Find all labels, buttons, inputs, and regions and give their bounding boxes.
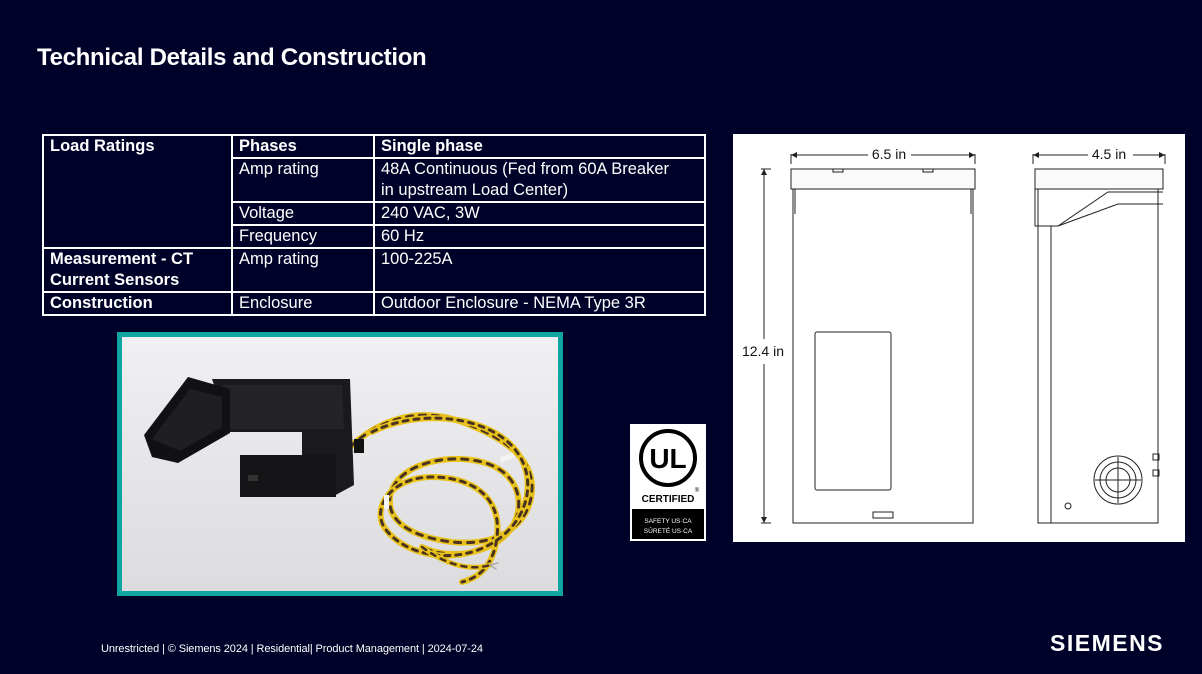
category-measurement — [43, 248, 232, 292]
enclosure-dimension-drawing — [733, 134, 1185, 542]
side-width-label: 4.5 in — [1091, 146, 1127, 162]
table-row — [43, 248, 705, 292]
table-cell: 100-225A — [374, 248, 705, 292]
category-construction: Construction — [43, 292, 232, 315]
slide-title: Technical Details and Construction — [37, 44, 427, 71]
table-cell: Amp rating — [232, 248, 374, 292]
table-cell: Amp rating — [232, 158, 374, 202]
table-cell — [374, 158, 705, 202]
height-label: 12.4 in — [741, 343, 785, 359]
ul-registered-mark: ® — [694, 488, 700, 494]
table-cell: Outdoor Enclosure - NEMA Type 3R — [374, 292, 705, 315]
cell-line: in upstream Load Center) — [381, 181, 569, 199]
ul-surete-line: SÛRETÉ US·CA — [643, 528, 693, 535]
table-cell: Single phase — [374, 135, 705, 158]
cell-line: Measurement - CT — [50, 250, 194, 268]
enclosure-side-view — [1038, 189, 1158, 523]
table-cell: Phases — [232, 135, 374, 158]
specs-table — [42, 134, 706, 316]
cell-line: 48A Continuous (Fed from 60A Breaker — [381, 160, 669, 178]
enclosure-front-view — [793, 189, 973, 523]
table-row — [43, 135, 705, 158]
category-load-ratings: Load Ratings — [43, 135, 232, 248]
table-cell: 240 VAC, 3W — [374, 202, 705, 225]
table-cell: Frequency — [232, 225, 374, 248]
slide-footer: Unrestricted | © Siemens 2024 | Residential| Product Management | 2024-07-24 — [101, 643, 483, 655]
table-row — [43, 292, 705, 315]
table-cell: 60 Hz — [374, 225, 705, 248]
ul-safety-line: SAFETY US·CA — [644, 518, 692, 525]
siemens-logo: SIEMENS — [1050, 630, 1165, 656]
ul-certified-text: CERTIFIED — [641, 494, 695, 505]
front-width-label: 6.5 in — [871, 146, 907, 162]
ct-sensor-photo — [117, 332, 563, 596]
ul-certified-mark — [630, 424, 706, 541]
table-cell: Voltage — [232, 202, 374, 225]
cell-line: Current Sensors — [50, 271, 180, 289]
ul-logo-text: UL — [649, 443, 687, 474]
ct-sensor-image — [122, 337, 558, 591]
table-cell: Enclosure — [232, 292, 374, 315]
enclosure-window — [815, 332, 891, 490]
